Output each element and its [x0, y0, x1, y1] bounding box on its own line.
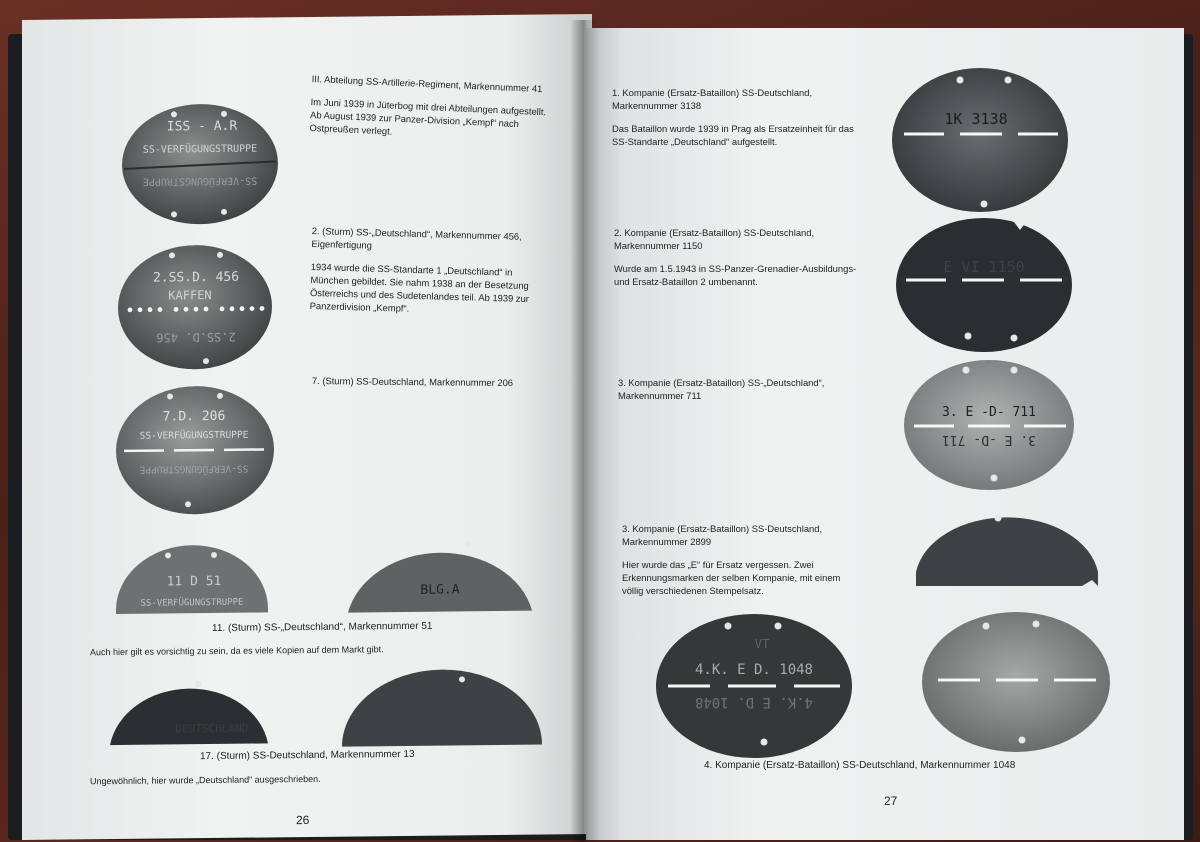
note-deutschland-spelled-out: Ungewöhnlich, hier wurde „Deutschland“ ausgeschrieben. [90, 773, 321, 787]
stamp-text: SS-VERFÜGUNGSTRUPPE [142, 143, 258, 156]
half-dog-tag-image-2 [344, 533, 536, 615]
page-number: 26 [296, 812, 310, 828]
dog-tag-image-r5 [654, 612, 854, 760]
entry-title: 2. (Sturm) SS-„Deutschland“, Markennummer 456, Eigenfertigung [311, 224, 522, 251]
entry-description: Das Bataillon wurde 1939 in Prag als Ersatzeinheit für das SS-Standarte „Deutschland“ aufgestellt. [612, 123, 854, 147]
caption-markennummer-51: 11. (Sturm) SS-„Deutschland“, Markennummer 51 [212, 620, 433, 635]
entry-title: 2. Kompanie (Ersatz-Bataillon) SS-Deutschland, Markennummer 1150 [614, 227, 815, 251]
stamp-text-inverted: 2.SS.D. 456 [156, 329, 236, 345]
stamp-text-inverted: 3. E -D- 711 [942, 432, 1036, 447]
stamp-text: 7.D. 206 [162, 408, 226, 425]
note-copies-warning: Auch hier gilt es vorsichtig zu sein, da es viele Kopien auf dem Markt gibt. [90, 644, 384, 658]
caption-markennummer-13: 17. (Sturm) SS-Deutschland, Markennummer 13 [200, 748, 415, 763]
stamp-text: ISS - A.R [166, 118, 238, 135]
right-page [586, 28, 1184, 840]
entry-text-block-3 [312, 374, 552, 390]
page-number: 27 [884, 794, 898, 808]
stamp-text: VT [754, 637, 770, 651]
entry-text-block-2 [310, 224, 552, 319]
stamp-text: BLG.A [420, 582, 460, 598]
stamp-text-inverted: SS-VERFÜGUNGSTRUPPE [139, 462, 249, 475]
dog-tag-image-r6 [920, 610, 1112, 754]
stamp-text: SS-VERFÜGUNGSTRUPPE [139, 429, 249, 442]
entry-title: III. Abteilung SS-Artillerie-Regiment, Markennummer 41 [311, 72, 543, 95]
entry-description: Hier wurde das „E“ für Ersatz vergessen. Zwei Erkennungsmarken der selben Kompanie, mit einem völlig verschiedenen Stempelsatz. [622, 559, 841, 596]
half-dog-tag-image-3 [108, 673, 270, 747]
entry-description: Wurde am 1.5.1943 in SS-Panzer-Grenadier-Ausbildungs- und Ersatz-Bataillon 2 umbenannt. [614, 263, 857, 287]
half-dog-tag-image-1 [114, 542, 270, 614]
entry-text-block-r4 [622, 522, 842, 597]
book-gutter-shadow [570, 20, 600, 842]
stamp-text: 4.K. E D. 1048 [694, 662, 814, 678]
half-dog-tag-image-r4 [912, 506, 1102, 592]
dog-tag-image-2 [116, 242, 274, 372]
half-dog-tag-image-4 [340, 667, 544, 749]
stamp-text-inverted: 4.K. E D. 1048 [694, 694, 814, 710]
stamp-text: 11 D 51 [166, 573, 222, 590]
stamp-text: 2.SS.D. 456 [152, 269, 240, 286]
entry-description: Im Juni 1939 in Jüterbog mit drei Abteilungen aufgestellt. Ab August 1939 zur Panzer-Division „Kempf“ nach Ostpreußen verlegt. [309, 95, 547, 137]
stamp-text: DEUTSCHLAND [175, 721, 249, 736]
stamp-text: KAFFEN [168, 288, 212, 303]
dog-tag-image-3 [114, 383, 276, 517]
entry-title: 1. Kompanie (Ersatz-Bataillon) SS-Deutschland, Markennummer 3138 [612, 87, 813, 111]
stamp-text: 1K 3138 [944, 110, 1008, 128]
entry-text-block-1 [309, 72, 551, 144]
entry-title: 3. Kompanie (Ersatz-Bataillon) SS-Deutschland, Markennummer 2899 [622, 523, 823, 547]
entry-title: 7. (Sturm) SS-Deutschland, Markennummer 206 [311, 374, 514, 389]
dog-tag-image-1 [120, 101, 280, 227]
stamp-text: 3. E -D- 711 [942, 405, 1036, 420]
entry-description: 1934 wurde die SS-Standarte 1 „Deutschland“ in München gebildet. Sie nahm 1938 an der Besetzung Österreichs und des Sudetenlandes teil. Ab 1939 zur Panzerdivision „Kempf“. [309, 260, 530, 314]
dog-tag-image-r2 [894, 216, 1074, 354]
dog-tag-image-r3 [902, 358, 1076, 492]
stamp-text: SS-VERFÜGUNGSTRUPPE [140, 597, 244, 609]
caption-markennummer-1048: 4. Kompanie (Ersatz-Bataillon) SS-Deutschland, Markennummer 1048 [704, 760, 1016, 771]
entry-text-block-r3 [618, 376, 868, 402]
entry-text-block-r1 [612, 86, 862, 148]
stamp-text-inverted: SS-VERFÜGUNGSTRUPPE [142, 174, 258, 187]
dog-tag-image-r1 [890, 66, 1070, 214]
stamp-text: E VI 1150 [943, 258, 1025, 276]
entry-text-block-r2 [614, 226, 864, 288]
entry-title: 3. Kompanie (Ersatz-Bataillon) SS-„Deutschland“, Markennummer 711 [618, 377, 825, 401]
